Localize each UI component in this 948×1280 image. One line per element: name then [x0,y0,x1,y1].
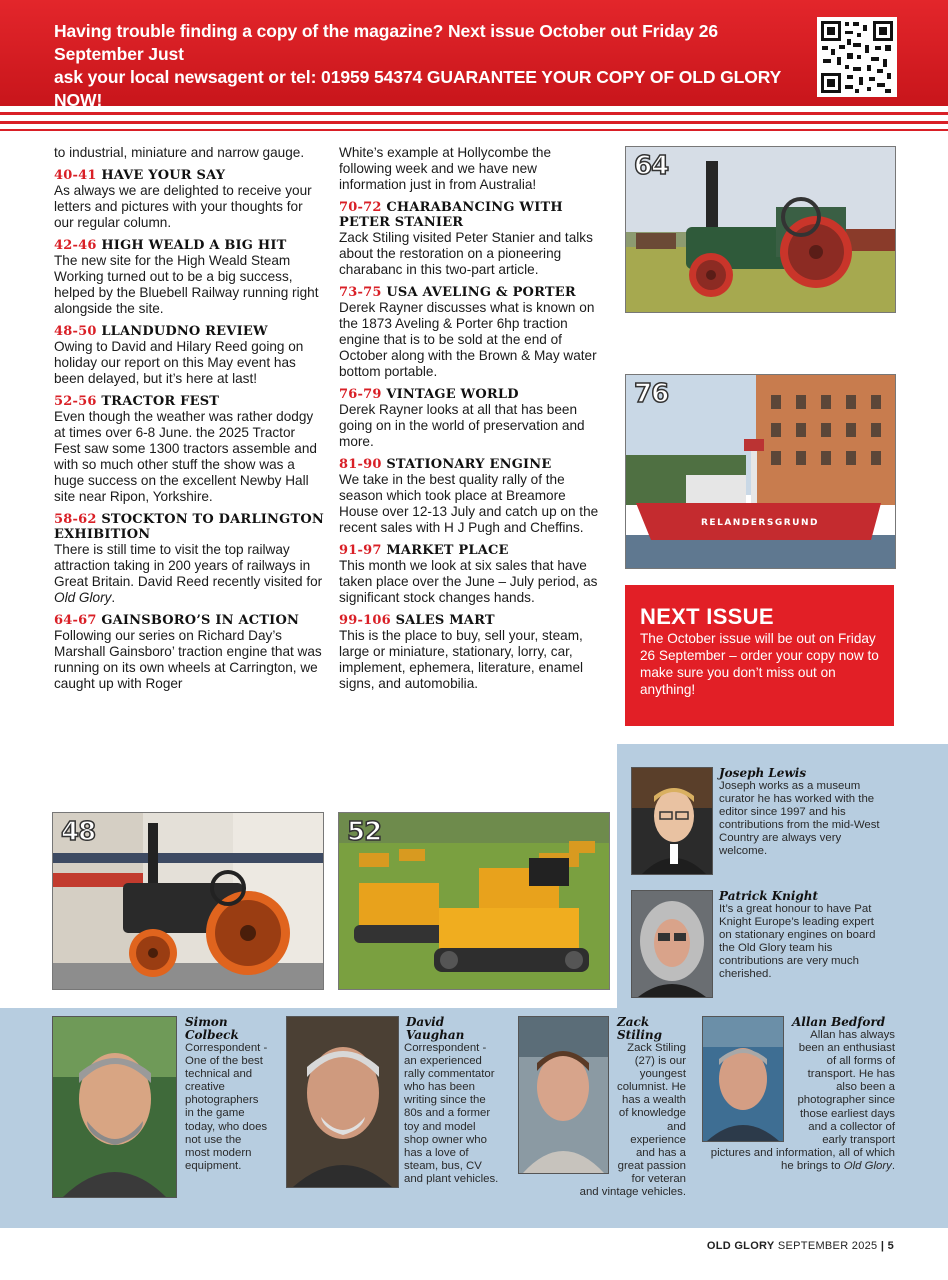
contributor-bio: It’s a great honour to have Pat Knight Europe’s leading expert on stationary engines on board the Old Glory team his contributions are very much cherished. [719,903,876,981]
red-rule-1 [0,112,948,115]
article-title: HIGH WEALD A BIG HIT [101,238,287,253]
contributor-name: David Vaughan [406,1015,465,1042]
contents-entry [339,457,607,536]
article-title: LLANDUDNO REVIEW [101,324,268,339]
article-summary: This month we look at six sales that have taken place over the June – July period, as significant stock changes hands. [339,558,598,605]
banner-text [54,20,804,135]
article-title: CHARABANCING WITH PETER STANIER [339,200,563,230]
contributor-name: Zack Stiling [617,1015,662,1042]
next-issue-text: The October issue will be out on Friday 26 September – order your copy now to make sure you don’t miss out on anything! [640,631,879,697]
contributor-bio: Joseph works as a museum curator he has worked with the editor since 1997 and his contributions from the mid-West Country are always very welcome. [719,780,880,858]
article-title: MARKET PLACE [386,543,509,558]
contributor-bio: Zack Stiling (27) is our youngest columnist. He has a wealth of knowledge and experience and has a great passion for veteran and vintage vehicles. [579,1042,687,1199]
footer-page-number: 5 [887,1240,894,1252]
article-summary: Zack Stiling visited Peter Stanier and talks about the restoration on a pioneering charabanc in this two-part article. [339,230,593,277]
contributor-name: Joseph Lewis [719,766,807,780]
page-range: 81-90 [339,457,382,472]
contributor-david-vaughan [286,1016,501,1196]
contents-column-2 [339,145,607,699]
contributor-simon-colbeck [185,1016,269,1173]
contributor-joseph-lewis [719,767,887,859]
contents-entry [339,387,607,450]
contents-entry [339,613,607,692]
photo-page-number: 48 [61,817,96,847]
contents-entry [339,543,607,606]
contributor-bio: Correspondent - One of the best technical and creative photographers in the game today, who does not use the most modern equipment. [185,1042,268,1172]
contributor-name: Simon Colbeck [185,1015,239,1042]
article-summary: Derek Rayner looks at all that has been going on in the world of preservation and more. [339,402,585,449]
page-range: 40-41 [54,168,97,183]
red-rule-2 [0,121,948,124]
page-range: 99-106 [339,613,391,628]
article-title: STATIONARY ENGINE [386,457,552,472]
footer-magazine: OLD GLORY [706,1240,775,1252]
avatar-joseph-lewis [631,767,713,875]
contents-entry [54,613,324,692]
next-issue-box [625,585,894,726]
article-summary: The new site for the High Weald Steam Working turned out to be a big success, helped by the Bluebell Railway running right alongside the site. [54,253,319,316]
red-rule-3 [0,129,948,131]
contents-entry [339,285,607,380]
article-title: HAVE YOUR SAY [101,168,226,183]
column-2-intro: White’s example at Hollycombe the following week and we have new information just in from Australia! [339,145,552,192]
page-range: 48-50 [54,324,97,339]
next-issue-title: NEXT ISSUE [640,604,774,629]
footer-separator: | [880,1240,885,1252]
article-summary: Even though the weather was rather dodgy at times over 6-8 June. the 2025 Tractor Fest saw some 1300 tractors assemble and with so much other stuff the show was a huge success on the excellent Newby Hall site near Ripon, Yorkshire. [54,409,317,504]
avatar-patrick-knight [631,890,713,998]
contributor-bio: Correspondent - an experienced rally commentator who has been writing since the 80s and a former toy and model shop owner who has a love of steam, bus, CV and plant vehicles. [404,1042,499,1185]
article-summary: We take in the best quality rally of the season which took place at Breamore House over 12-13 July and catch up on the recent sales with H J Pugh and Cheffins. [339,472,599,535]
magazine-name: Old Glory [54,590,112,605]
contents-entry [54,238,324,317]
page-range: 52-56 [54,394,97,409]
qr-code[interactable] [817,17,897,97]
contributor-zack-stiling [518,1016,686,1199]
article-title: VINTAGE WORLD [386,387,519,402]
article-summary: Owing to David and Hilary Reed going on holiday our report on this May event has been delayed, but it’s here at last! [54,339,304,386]
page-range: 91-97 [339,543,382,558]
page-range: 58-62 [54,512,97,527]
contents-entry [54,324,324,387]
photo-page-number: 76 [634,379,669,409]
page-range: 42-46 [54,238,97,253]
photo-lightship [625,374,896,569]
banner-line-1: Having trouble finding a copy of the magazine? Next issue October out Friday 26 September Just [54,21,719,64]
photo-page-number: 64 [634,151,669,181]
photo-page-number: 52 [347,817,382,847]
article-title: USA AVELING & PORTER [386,285,576,300]
avatar-simon-colbeck [52,1016,177,1198]
contents-entry [339,200,607,278]
page-range: 73-75 [339,285,382,300]
contents-column-1 [54,145,324,699]
ship-name-text: RELANDERSGRUND [701,518,819,528]
magazine-name: Old Glory [843,1159,892,1172]
contents-entry [54,168,324,231]
top-banner [0,0,948,110]
contributor-allan-bedford [702,1016,895,1173]
article-summary: Following our series on Richard Day’s Marshall Gainsboro’ traction engine that was running on its own wheels at Carrington, we caught up with Roger [54,628,322,691]
photo-traction-engine [625,146,896,313]
photo-crawler-tractors [338,812,610,990]
photo-street-engine [52,812,324,990]
article-summary: As always we are delighted to receive your letters and pictures with your thoughts for our regular column. [54,183,312,230]
article-title: SALES MART [395,613,495,628]
banner-line-2: ask your local newsagent or tel: 01959 54374 GUARANTEE YOUR COPY OF OLD GLORY NOW! [54,67,781,110]
column-1-intro: to industrial, miniature and narrow gauge. [54,145,305,160]
contents-entry [54,394,324,505]
page-footer [707,1240,894,1252]
article-summary: This is the place to buy, sell your, steam, large or miniature, stationary, lorry, car, implement, ephemera, literature, enamel signs, and automobilia. [339,628,584,691]
article-summary: Derek Rayner discusses what is known on the 1873 Aveling & Porter 6hp traction engine that is to be sold at the end of October along with the Brown & May water bottom portable. [339,300,597,379]
article-title: TRACTOR FEST [101,394,220,409]
contents-entry [54,512,324,606]
page-range: 70-72 [339,200,382,215]
contributor-name: Allan Bedford [792,1015,886,1029]
article-title: GAINSBORO’S IN ACTION [101,613,300,628]
contributor-bio: Allan has always been an enthusiast of all forms of transport. He has also been a photographer since those earliest days and a collector of early transport pictures and information, all of which he brings to Old Glory. [710,1029,895,1172]
page-range: 64-67 [54,613,97,628]
page-range: 76-79 [339,387,382,402]
contributor-patrick-knight [719,890,887,982]
article-title: STOCKTON TO DARLINGTON EXHIBITION [54,512,324,542]
footer-issue: SEPTEMBER 2025 [777,1240,878,1252]
article-summary: There is still time to visit the top railway attraction taking in 200 years of railways in Great Britain. David Reed recently visited for Old Glory. [54,542,323,605]
contributor-name: Patrick Knight [719,889,819,903]
